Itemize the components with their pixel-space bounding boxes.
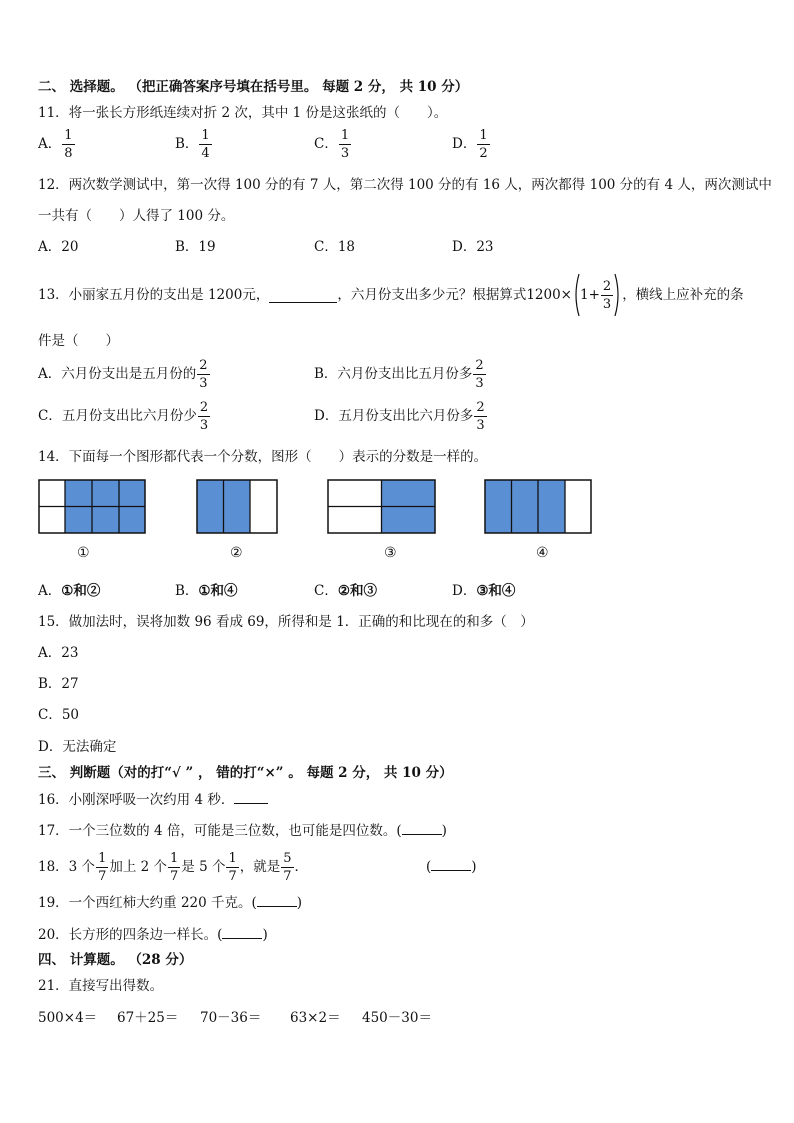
fraction: $\frac{5}{7}$: [283, 850, 292, 884]
q13-options-row-2: [0, 400, 794, 440]
figure-4: [484, 479, 592, 534]
q17: 17．一个三位数的 4 倍，可能是三位数，也可能是四位数。( ): [38, 823, 447, 839]
q12-option-a[interactable]: A．20: [38, 239, 79, 255]
q11-stem: 11．将一张长方形纸连续对折 2 次，其中 1 份是这张纸的（ ）。: [38, 105, 448, 121]
fraction: $\frac{1}{3}$: [340, 128, 350, 161]
q13-option-b[interactable]: B．六月份支出比五月份多 $\frac{2}{3}$: [314, 358, 484, 391]
fraction: $\frac{1}{7}$: [170, 850, 179, 884]
answer-blank[interactable]: [431, 858, 471, 871]
q12-line-1: 12．两次数学测试中，第一次得 100 分的有 7 人，第二次得 100 分的有 16 人，两次都得 100 分的有 4 人，两次测试中: [38, 177, 772, 193]
q14-option-a[interactable]: A．①和②: [38, 583, 101, 599]
q14-option-b[interactable]: B．①和④: [175, 583, 238, 599]
left-paren-icon: [572, 273, 580, 317]
q15-option-a[interactable]: A．23: [38, 645, 79, 661]
section-2-title: 二、 选择题。 （把正确答案序号填在括号里。 每题 2 分， 共 10 分）: [38, 79, 469, 95]
fraction: $\frac{2}{3}$: [475, 358, 484, 391]
section-4-title: 四、 计算题。 （28 分）: [38, 952, 193, 968]
fraction: $\frac{2}{3}$: [199, 358, 208, 391]
q11-option-a[interactable]: A． $\frac{1}{8}$: [38, 128, 73, 161]
q15-option-c[interactable]: C．50: [38, 707, 80, 723]
fraction: $\frac{1}{2}$: [479, 128, 488, 161]
q20: 20．长方形的四条边一样长。( ): [38, 927, 268, 943]
calc-item: 450－30＝: [362, 1010, 432, 1026]
q15-option-d[interactable]: D．无法确定: [38, 739, 117, 755]
figure-2-caption: ②: [230, 545, 243, 561]
q15-option-b[interactable]: B．27: [38, 676, 79, 692]
q13-option-a[interactable]: A．六月份支出是五月份的 $\frac{2}{3}$: [38, 358, 208, 391]
q13-line-2: 件是（ ）: [38, 333, 119, 349]
q18: [0, 846, 794, 888]
q18-answer: ( ): [426, 859, 477, 875]
fraction: $\frac{2}{3}$: [476, 400, 485, 433]
answer-blank[interactable]: [222, 926, 262, 939]
right-paren-icon: [614, 273, 622, 317]
calc-item: 500×4＝: [38, 1010, 98, 1026]
q14-stem: 14．下面每一个图形都代表一个分数，图形（ ）表示的分数是一样的。: [38, 449, 488, 465]
section-3-title: 三、 判断题（对的打“√ ” ， 错的打“×” 。 每题 2 分， 共 10 分）: [38, 765, 453, 781]
fraction: $\frac{1}{7}$: [228, 850, 237, 884]
figure-2: [196, 479, 278, 534]
q15-stem: 15．做加法时，误将加数 96 看成 69，所得和是 1．正确的和比现在的和多（ ）: [38, 614, 534, 630]
figure-1: [38, 479, 146, 534]
q13-option-d[interactable]: D．五月份支出比六月份多 $\frac{2}{3}$: [314, 400, 485, 433]
answer-blank[interactable]: [257, 894, 297, 907]
q19: 19．一个西红柿大约重 220 千克。( ): [38, 895, 303, 911]
q14-option-c[interactable]: C．②和③: [314, 583, 377, 599]
fraction: $\frac{1}{7}$: [98, 850, 107, 884]
figure-3: [327, 479, 436, 534]
fraction: $\frac{1}{8}$: [64, 128, 73, 161]
q12-line-2: 一共有（ ）人得了 100 分。: [38, 208, 235, 224]
q11-option-c[interactable]: C． $\frac{1}{3}$: [314, 128, 350, 161]
q13-options-row-1: [0, 358, 794, 398]
calc-item: 63×2＝: [290, 1010, 341, 1026]
q11-options: [0, 128, 794, 168]
q12-option-c[interactable]: C．18: [314, 239, 356, 255]
answer-blank[interactable]: [269, 288, 337, 303]
fraction: $\frac{2}{3}$: [602, 278, 612, 312]
q14-option-d[interactable]: D．③和④: [452, 583, 516, 599]
figure-3-caption: ③: [384, 545, 397, 561]
figure-4-caption: ④: [536, 545, 549, 561]
figure-1-caption: ①: [77, 545, 90, 561]
q12-option-d[interactable]: D．23: [452, 239, 494, 255]
calc-item: 67＋25＝: [117, 1010, 179, 1026]
q11-option-d[interactable]: D． $\frac{1}{2}$: [452, 128, 488, 161]
fraction: $\frac{1}{4}$: [201, 128, 210, 161]
q13-option-c[interactable]: C．五月份支出比六月份少 $\frac{2}{3}$: [38, 400, 209, 433]
q21-stem: 21．直接写出得数。: [38, 978, 164, 994]
q11-option-b[interactable]: B． $\frac{1}{4}$: [175, 128, 210, 161]
q12-option-b[interactable]: B．19: [175, 239, 216, 255]
q16: 16．小刚深呼吸一次约用 4 秒．: [38, 791, 268, 809]
q13-line-1: 13．小丽家五月份的支出是 1200元， ，六月份支出多少元？根据算式 1200× 1+ $\frac{2}{3}$ ，横线上应补充的条: [38, 272, 744, 318]
calc-item: 70－36＝: [200, 1010, 262, 1026]
fraction: $\frac{2}{3}$: [199, 400, 209, 433]
answer-blank[interactable]: [234, 791, 268, 804]
answer-blank[interactable]: [402, 822, 442, 835]
q18-text: 18．3 个 $\frac{1}{7}$ 加上 2 个 $\frac{1}{7}$ 是 5 个 $\frac{1}{7}$ ，就是 $\frac{5}{7}$ ．: [38, 850, 309, 884]
